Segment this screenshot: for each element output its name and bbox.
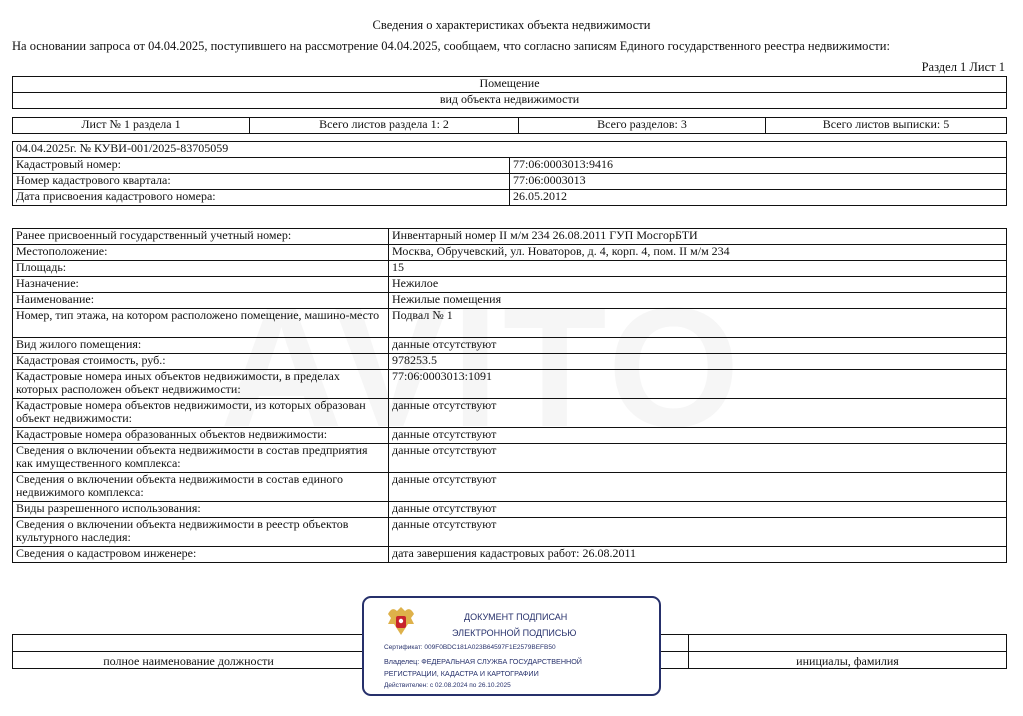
total-sections: Всего разделов: 3 (519, 118, 766, 134)
row-label: Кадастровые номера объектов недвижимости, из которых образован объект недвижимости: (13, 399, 389, 428)
main-info-table (12, 141, 1007, 206)
row-value: Нежилое (389, 277, 1007, 293)
row-value: 77:06:0003013:9416 (510, 158, 1007, 174)
row-label: Сведения о включении объекта недвижимости в состав единого недвижимого комплекса: (13, 473, 389, 502)
total-section-sheets: Всего листов раздела 1: 2 (250, 118, 519, 134)
table-row (13, 309, 1007, 338)
table-row (13, 473, 1007, 502)
row-value: данные отсутствуют (389, 518, 1007, 547)
row-value: 77:06:0003013:1091 (389, 370, 1007, 399)
table-row (13, 190, 1007, 206)
row-value: 77:06:0003013 (510, 174, 1007, 190)
sheet-number: Лист № 1 раздела 1 (13, 118, 250, 134)
row-label: Кадастровая стоимость, руб.: (13, 354, 389, 370)
table-row (13, 547, 1007, 563)
row-value: данные отсутствуют (389, 444, 1007, 473)
row-label: Кадастровые номера образованных объектов недвижимости: (13, 428, 389, 444)
object-type: Помещение (13, 77, 1007, 93)
row-label: Сведения о включении объекта недвижимости в реестр объектов культурного наследия: (13, 518, 389, 547)
sheets-table (12, 117, 1007, 134)
row-label: Местоположение: (13, 245, 389, 261)
row-value: данные отсутствуют (389, 399, 1007, 428)
object-type-caption: вид объекта недвижимости (13, 93, 1007, 109)
table-row (13, 428, 1007, 444)
row-value: данные отсутствуют (389, 428, 1007, 444)
row-label: Кадастровый номер: (13, 158, 510, 174)
row-label: Сведения о кадастровом инженере: (13, 547, 389, 563)
table-row (13, 370, 1007, 399)
coat-of-arms-icon (384, 604, 418, 638)
stamp-title: ДОКУМЕНТ ПОДПИСАН (464, 612, 568, 622)
row-value: данные отсутствуют (389, 502, 1007, 518)
stamp-certificate: Сертификат: 009F0BDC181A023B64597F1E2579BEFB50 (384, 644, 556, 651)
table-row (13, 354, 1007, 370)
table-row (13, 229, 1007, 245)
table-row (13, 261, 1007, 277)
stamp-subtitle: ЭЛЕКТРОННОЙ ПОДПИСЬЮ (452, 628, 577, 638)
row-label: Виды разрешенного использования: (13, 502, 389, 518)
total-extract-sheets: Всего листов выписки: 5 (766, 118, 1007, 134)
row-value: Нежилые помещения (389, 293, 1007, 309)
row-label: Вид жилого помещения: (13, 338, 389, 354)
object-type-table (12, 76, 1007, 109)
position-caption: полное наименование должности (13, 652, 365, 669)
name-caption: инициалы, фамилия (689, 652, 1007, 669)
table-row (13, 158, 1007, 174)
table-row (13, 399, 1007, 428)
table-row (13, 245, 1007, 261)
row-label: Кадастровые номера иных объектов недвижимости, в пределах которых расположен объект недвижимости: (13, 370, 389, 399)
row-value: Москва, Обручевский, ул. Новаторов, д. 4, корп. 4, пом. II м/м 234 (389, 245, 1007, 261)
table-row (13, 277, 1007, 293)
row-label: Ранее присвоенный государственный учетный номер: (13, 229, 389, 245)
row-label: Наименование: (13, 293, 389, 309)
row-label: Назначение: (13, 277, 389, 293)
row-value: Подвал № 1 (389, 309, 1007, 338)
row-value: дата завершения кадастровых работ: 26.08.2011 (389, 547, 1007, 563)
row-value: 15 (389, 261, 1007, 277)
table-row (13, 518, 1007, 547)
section-reference: Раздел 1 Лист 1 (921, 60, 1005, 74)
table-row (13, 293, 1007, 309)
stamp-validity: Действителен: с 02.08.2024 по 26.10.2025 (384, 682, 511, 689)
row-label: Номер кадастрового квартала: (13, 174, 510, 190)
row-label: Дата присвоения кадастрового номера: (13, 190, 510, 206)
stamp-owner: Владелец: ФЕДЕРАЛЬНАЯ СЛУЖБА ГОСУДАРСТВЕННОЙ РЕГИСТРАЦИИ, КАДАСТРА И КАРТОГРАФИИ (384, 657, 582, 678)
row-label: Номер, тип этажа, на котором расположено помещение, машино-место (13, 309, 389, 338)
row-label: Сведения о включении объекта недвижимости в состав предприятия как имущественного комплекса: (13, 444, 389, 473)
row-value: 26.05.2012 (510, 190, 1007, 206)
details-table (12, 228, 1007, 563)
table-row (13, 502, 1007, 518)
row-value: данные отсутствуют (389, 338, 1007, 354)
electronic-signature-stamp (362, 596, 661, 696)
table-row (13, 174, 1007, 190)
table-row (13, 444, 1007, 473)
row-value: Инвентарный номер II м/м 234 26.08.2011 ГУП МосгорБТИ (389, 229, 1007, 245)
row-label: Площадь: (13, 261, 389, 277)
table-row (13, 338, 1007, 354)
intro-text: На основании запроса от 04.04.2025, поступившего на рассмотрение 04.04.2025, сообщаем, что согласно записям Единого государственного реестра недвижимости: (12, 39, 890, 53)
row-value: данные отсутствуют (389, 473, 1007, 502)
extract-id: 04.04.2025г. № КУВИ-001/2025-83705059 (13, 142, 1007, 158)
document-title: Сведения о характеристиках объекта недвижимости (372, 18, 651, 32)
row-value: 978253.5 (389, 354, 1007, 370)
